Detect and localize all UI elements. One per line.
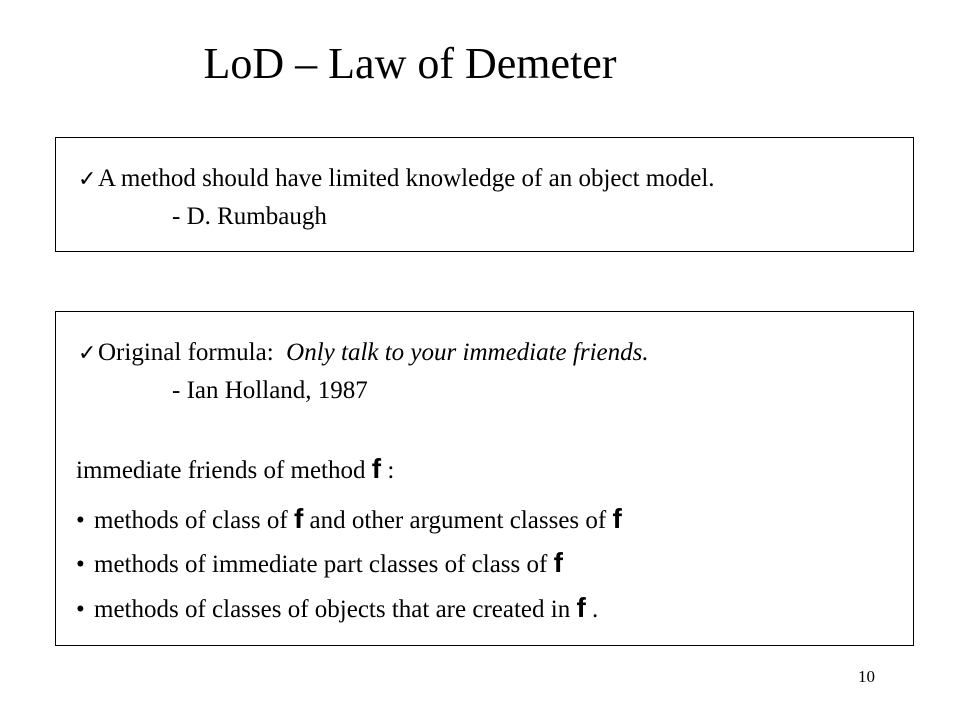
bullet-icon: • [76, 551, 85, 578]
method-f-symbol: f [553, 547, 563, 578]
holland-attribution: - Ian Holland, 1987 [172, 377, 368, 404]
formula-label: Original formula: [98, 339, 274, 366]
page-number: 10 [858, 667, 875, 686]
method-f-symbol: f [293, 503, 304, 534]
list-item [76, 504, 622, 536]
method-f-symbol: f [612, 503, 622, 534]
rumbaugh-quote-line [78, 164, 715, 195]
rumbaugh-quote-box [55, 137, 914, 252]
rumbaugh-attribution: - D. Rumbaugh [172, 203, 327, 230]
list-item-text: methods of class of [94, 507, 294, 534]
slide-title: LoD – Law of Demeter [203, 39, 617, 88]
original-formula-box [55, 311, 914, 646]
formula-quote: Only talk to your immediate friends. [286, 339, 649, 366]
formula-line [78, 338, 649, 369]
rumbaugh-quote-text: A method should have limited knowledge of an object model. [98, 165, 715, 192]
friends-intro [76, 454, 394, 486]
list-item [76, 548, 563, 580]
bullet-icon: • [76, 507, 85, 534]
checkmark-icon: ✓ [78, 167, 97, 192]
method-f-symbol: f [371, 453, 382, 484]
method-f-symbol: f [576, 592, 586, 623]
checkmark-icon: ✓ [78, 341, 97, 366]
list-item [76, 593, 598, 625]
list-item-text: methods of classes of objects that are created in [94, 596, 577, 623]
bullet-icon: • [76, 596, 85, 623]
list-item-text: methods of immediate part classes of class of [94, 551, 554, 578]
friends-intro-text: immediate friends of method [76, 457, 372, 484]
list-item-text: . [585, 596, 599, 623]
friends-intro-colon: : [381, 457, 395, 484]
list-item-text: and other argument classes of [303, 507, 613, 534]
